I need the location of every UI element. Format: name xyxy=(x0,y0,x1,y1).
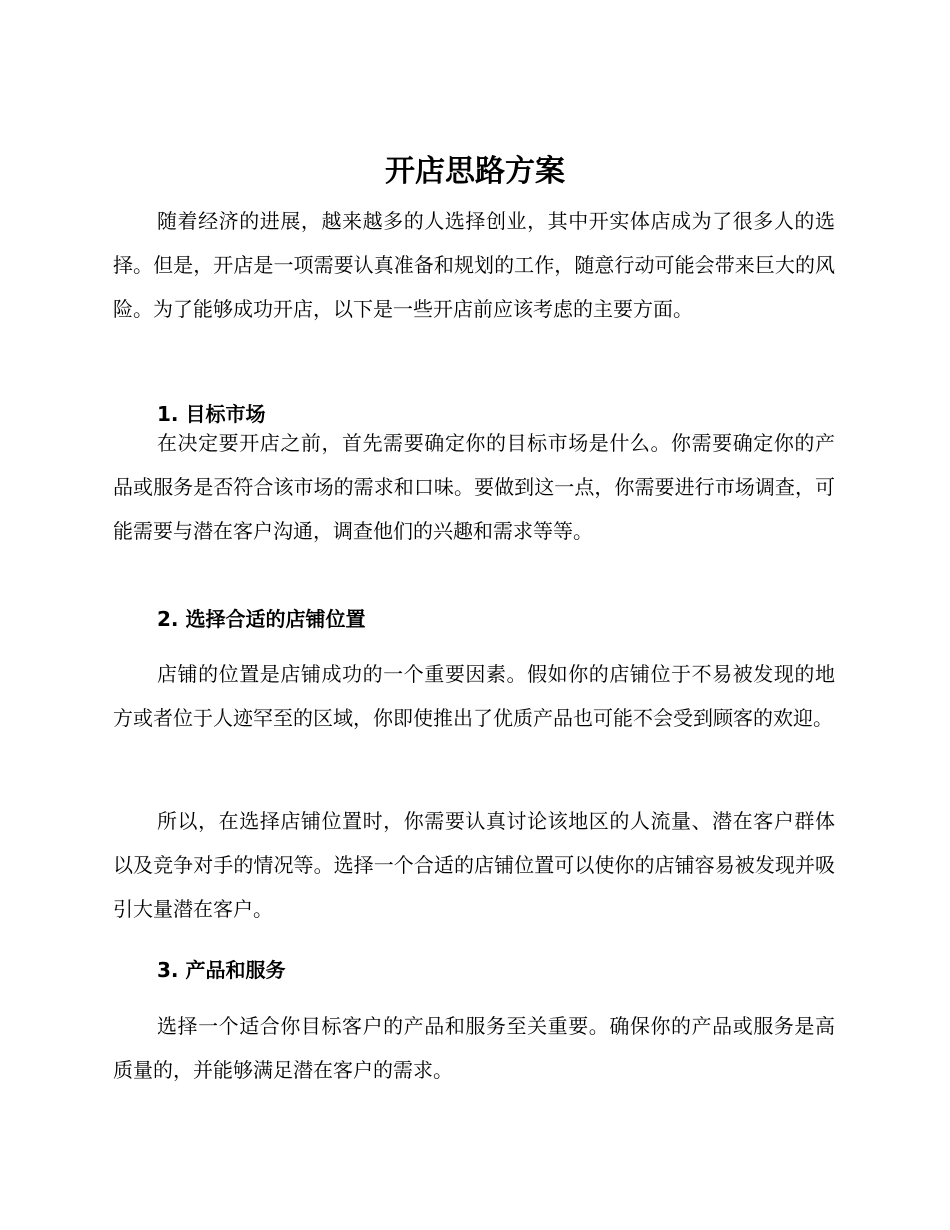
section-paragraph: 在决定要开店之前，首先需要确定你的目标市场是什么。你需要确定你的产品或服务是否符合该市场的需求和口味。要做到这一点，你需要进行市场调查，可能需要与潜在客户沟通，调查他们的兴趣和需求等等。 xyxy=(113,431,835,543)
section-paragraph: 选择一个适合你目标客户的产品和服务至关重要。确保你的产品或服务是高质量的，并能够满足潜在客户的需求。 xyxy=(113,1014,835,1082)
document-title: 开店思路方案 xyxy=(385,154,565,189)
section-heading-products-services: 3. 产品和服务 xyxy=(157,958,286,982)
section-heading-target-market: 1. 目标市场 xyxy=(157,402,266,426)
section-heading-store-location: 2. 选择合适的店铺位置 xyxy=(157,607,366,631)
section-paragraph: 所以，在选择店铺位置时，你需要认真讨论该地区的人流量、潜在客户群体以及竞争对手的情况等。选择一个合适的店铺位置可以使你的店铺容易被发现并吸引大量潜在客户。 xyxy=(113,809,835,921)
section-paragraph: 店铺的位置是店铺成功的一个重要因素。假如你的店铺位于不易被发现的地方或者位于人迹罕至的区域，你即使推出了优质产品也可能不会受到顾客的欢迎。 xyxy=(113,662,835,730)
intro-paragraph: 随着经济的进展，越来越多的人选择创业，其中开实体店成为了很多人的选择。但是，开店是一项需要认真准备和规划的工作，随意行动可能会带来巨大的风险。为了能够成功开店，以下是一些开店前应该考虑的主要方面。 xyxy=(113,209,835,321)
